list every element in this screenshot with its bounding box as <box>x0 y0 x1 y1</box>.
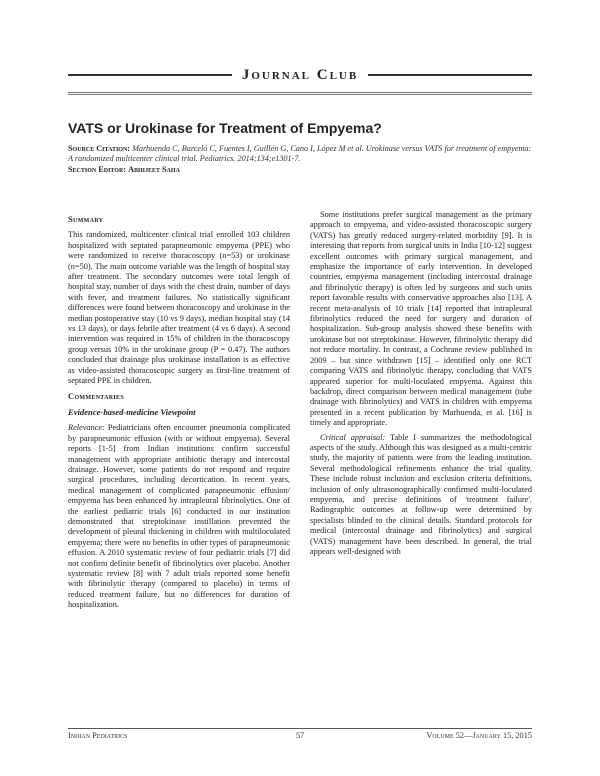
article-title: VATS or Urokinase for Treatment of Empyema? <box>68 120 382 136</box>
critical-paragraph <box>310 433 532 558</box>
critical-label: Critical appraisal: <box>320 432 386 442</box>
ebm-subheading: Evidence-based-medicine Viewpoint <box>68 406 196 417</box>
footer-volume: Volume 52—January 15, 2015 <box>426 731 532 740</box>
header-rule-bottom-2 <box>68 94 532 95</box>
editor-name: Abhijeet Saha <box>128 164 180 174</box>
summary-text: This randomized, multicenter clinical trial enrolled 103 children hospitalized with septated parapneumonic empyema (PPE) who were randomized to receive thoracoscopy (n=53) or urokinase (n=50). The main outcome variable was the length of hospital stay after treatment. The secondary outcomes were total length of hospital stay, number of days with the chest drain, number of days with fever, and treatment failures. No statistically significant differences were found between thoracoscopy and urokinase in the median postoperative stay (10 vs 9 days), median hospital stay (14 vs 13 days), or days febrile after treatment (4 vs 6 days). A second intervention was required in 15% of children in the thoracoscopy group versus 10% in the urokinase group (P = 0.47). The authors concluded that drainage plus urokinase installation is as effective as video-assisted thoracoscopic surgery as first-line treatment of septated PPE in children. <box>68 230 290 386</box>
footer-rule <box>68 728 532 729</box>
editor-label: Section Editor: <box>68 164 127 174</box>
footer-page-number: 57 <box>295 731 305 740</box>
citation-label: Source Citation: <box>68 144 131 153</box>
relevance-label: Relevance: <box>68 423 105 433</box>
header-rule-bottom <box>68 92 532 93</box>
footer-journal: Indian Pediatrics <box>68 731 128 740</box>
citation-text: Marhuenda C, Barceló C, Fuentes I, Guillén G, Cano I, López M et al. Urokinase versus VATS for treatment of empyema: A randomized multicenter clinical trial. Pediatrics. 2014;134;e1301-7. <box>68 144 532 164</box>
critical-text: Table I summarizes the methodological aspects of the study. Although this was designed as a multi-centric study, the majority of patients were from the leading institution. Several methodological refinements enhance the trial quality. These include robust inclusion and exclusion criteria definitions, inclusion of only ultrasonographically confirmed multi-loculated empyema, and precise definitions of 'treatment failure'. Radiographic outcomes at follow-up were determined by specialists blinded to the clinical details. Standard protocols for medical (intercostal drainage and fibrinolytics) and surgical (VATS) management have been described. In general, the trial appears well-designed with <box>310 432 532 556</box>
relevance-paragraph <box>68 423 290 610</box>
citation-block <box>68 144 533 175</box>
para-2: Some institutions prefer surgical management as the primary approach to empyema, and video-assisted thoracoscopic surgery (VATS) has greatly reduced surgery-related morbidity [9]. It is interesting that reports from surgical units in India [10-12] suggest excellent outcomes with primary surgical management, and emphasize the importance of early intervention. In developed countries, empyema management (including intercostal drainage and fibrinolytic therapy) is often led by surgeons and such units report favorable results with conservative approaches also [13]. A recent meta-analysis of 10 trials [14] reported that intrapleural fibrinolytics reduced the need for surgery and duration of hospitalization. Sub-group analysis showed these benefits with urokinase but not streptokinase. However, fibrinolytic therapy did not reduce mortality. In contrast, a Cochrane review published in 2009 – but since withdrawn [15] – identified only one RCT comparing VATS and fibrinolytic therapy, concluding that VATS appeared superior for multi-loculated empyema. Against this backdrop, direct comparison between medical management (tube drainage with fibrinolytics) and VATS in children with empyema presented in a recent publication by Marhuenda, et al. [16] is timely and appropriate. <box>310 210 532 428</box>
relevance-text: Pediatricians often encounter pneumonia complicated by parapneumonic effusion (with or without empyema). Several reports [1-5] from Indian institutions confirm successful management with appropriate antibiotic therapy and intercostal drainage. However, some patients do not respond and require surgical procedures, including decortication. In recent years, medical management of complicated parapneumonic effusion/ empyema has been enhanced by intrapleural fibrinolytics. One of the earliest pediatric trials [6] conducted in our institution demonstrated that streptokinase instillation prevented the development of pleural thickening in children with multiloculated empyema; there were no benefits in other types of parapneumonic effusion. A 2010 systematic review of four pediatric trials [7] did not confirm definite benefit of fibrinolytics over placebo. Another systematic review [8] with 7 adult trials reported some benefit with fibrinolytic therapy (compared to placebo) in terms of reduced treatment failure, but no differences for duration of hospitalization. <box>68 423 290 610</box>
left-column <box>68 210 290 615</box>
commentaries-heading: Commentaries <box>68 390 124 401</box>
summary-heading: Summary <box>68 214 104 224</box>
section-header <box>0 66 600 84</box>
section-label: Journal Club <box>232 67 368 83</box>
right-column <box>310 210 532 561</box>
